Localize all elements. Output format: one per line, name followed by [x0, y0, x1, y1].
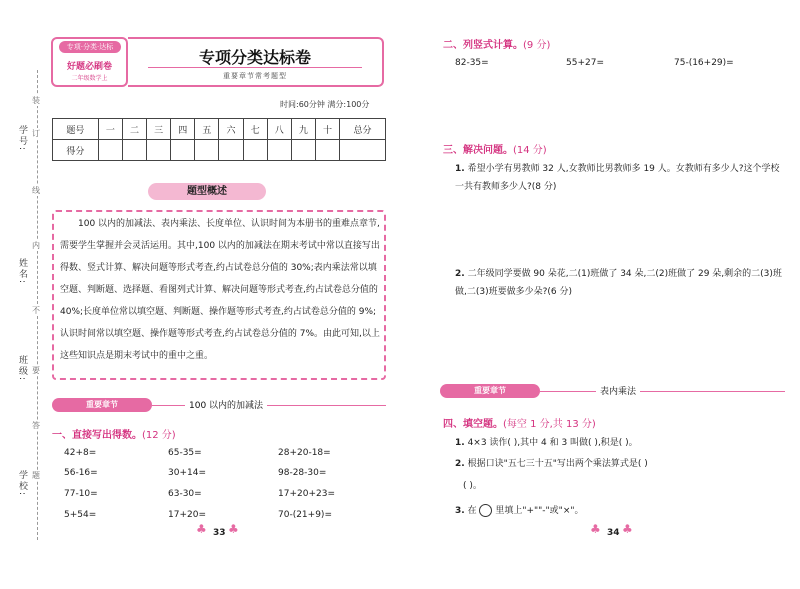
score-cell[interactable]	[340, 140, 386, 161]
table-cell: 一	[98, 119, 122, 140]
question-heading-text: 三、解决问题。	[443, 145, 513, 156]
palm-tree-icon: ♣	[590, 522, 601, 536]
badge-mid-text: 好题必刷卷	[66, 62, 112, 72]
fill-in-problem	[455, 455, 785, 473]
badge-top-text: 专项·分类·达标	[59, 41, 121, 53]
binding-char: 装	[32, 96, 40, 105]
expression: 65-35=	[168, 448, 202, 458]
problem-number: 2.	[455, 459, 465, 469]
overview-banner: 题型概述	[148, 183, 266, 200]
score-cell[interactable]	[219, 140, 243, 161]
expression: 56-16=	[64, 468, 98, 478]
expression: 42+8=	[64, 448, 97, 458]
table-cell: 三	[147, 119, 171, 140]
section-title: 100 以内的加减法	[185, 398, 267, 411]
question-heading-text: 二、列竖式计算。	[443, 40, 523, 51]
binding-char: 不	[32, 306, 40, 315]
question-score: (9 分)	[523, 40, 551, 51]
score-cell[interactable]	[267, 140, 291, 161]
binding-char: 内	[32, 241, 40, 250]
problem-number: 1.	[455, 438, 465, 448]
question-heading-text: 一、直接写出得数。	[52, 430, 142, 441]
score-cell[interactable]	[195, 140, 219, 161]
problem-number: 3.	[455, 506, 465, 516]
table-cell: 六	[219, 119, 243, 140]
expression: 98-28-30=	[278, 468, 327, 478]
problem-text	[455, 160, 785, 196]
problem-number: 1.	[455, 164, 465, 174]
binding-char: 要	[32, 366, 40, 375]
table-cell: 二	[122, 119, 146, 140]
score-cell[interactable]	[147, 140, 171, 161]
question-heading	[443, 415, 596, 430]
fill-in-problem	[455, 434, 785, 452]
score-cell[interactable]	[291, 140, 315, 161]
expression: 82-35=	[455, 58, 489, 68]
table-cell: 四	[171, 119, 195, 140]
school-label: 学校:	[17, 470, 27, 498]
title-box	[128, 37, 384, 87]
overview-text: 100 以内的加减法、表内乘法、长度单位、认识时间为本册书的重难点章节,需要学生掌握并会灵活运用。其中,100 以内的加减法在期末考试中常以直接写出得数、竖式计算、解决问题等形式考查,约占试卷总分值的 30%;表内乘法常以填空题、判断题、选择题、看图列式计算、解决问题等形式考查,约占试卷总分值的 40%;长度单位常以填空题、判断题、操作题等形式考查,约占试卷总分值的 9%;认识时间常以填空题、操作题等形式考查,约占试卷总分值的 7%。由此可知,以上这些知识点是期末考试中的重中之重。	[60, 219, 380, 361]
problem-body: 希望小学有男教师 32 人,女教师比男教师多 19 人。女教师有多少人?这个学校一共有教师多少人?(8 分)	[455, 164, 780, 192]
page-title: 专项分类达标卷	[198, 48, 311, 67]
expression: 70-(21+9)=	[278, 510, 332, 520]
fill-in-continuation: ( )。	[463, 481, 482, 491]
palm-tree-icon: ♣	[228, 522, 239, 536]
section-tag-text: 重要章节	[86, 400, 118, 409]
table-cell: 题号	[53, 119, 99, 140]
section-tag-text: 重要章节	[474, 386, 506, 395]
problem-body: 4×3 读作( ),其中 4 和 3 叫做( ),积是( )。	[467, 438, 638, 448]
expression: 5+54=	[64, 510, 97, 520]
time-score-info: 时间:60分钟 满分:100分	[280, 100, 370, 109]
expression: 75-(16+29)=	[674, 58, 734, 68]
question-score: (每空 1 分,共 13 分)	[503, 419, 596, 430]
score-cell[interactable]	[98, 140, 122, 161]
binding-char: 线	[32, 186, 40, 195]
table-cell: 十	[315, 119, 339, 140]
expression: 77-10=	[64, 489, 98, 499]
page-subtitle: 重要章节常考题型	[223, 72, 287, 80]
score-table-header-row	[53, 119, 386, 140]
question-score: (14 分)	[513, 145, 547, 156]
table-cell: 七	[243, 119, 267, 140]
expression: 55+27=	[566, 58, 604, 68]
expression: 28+20-18=	[278, 448, 331, 458]
score-cell[interactable]	[171, 140, 195, 161]
question-score: (12 分)	[142, 430, 176, 441]
page-number-right: 34	[607, 528, 620, 538]
score-cell[interactable]	[122, 140, 146, 161]
problem-body: 根据口诀"五七三十五"写出两个乘法算式是( )	[467, 459, 648, 469]
question-heading	[52, 426, 176, 441]
palm-tree-icon: ♣	[622, 522, 633, 536]
title-divider	[148, 67, 362, 68]
expression: 30+14=	[168, 468, 206, 478]
problem-body-b: 里填上"+""-"或"×"。	[495, 506, 584, 516]
table-cell: 总分	[340, 119, 386, 140]
question-heading	[443, 36, 550, 51]
section-title: 表内乘法	[596, 384, 640, 397]
binding-char: 订	[32, 129, 40, 138]
expression: 17+20=	[168, 510, 206, 520]
name-label: 姓名:	[17, 258, 27, 286]
problem-number: 2.	[455, 269, 465, 279]
badge-bottom-text: 二年级数学上	[71, 75, 108, 82]
question-heading-text: 四、填空题。	[443, 419, 503, 430]
fill-in-problem	[455, 502, 785, 520]
score-table	[52, 118, 386, 161]
question-heading	[443, 141, 547, 156]
table-cell: 五	[195, 119, 219, 140]
score-table-score-row	[53, 140, 386, 161]
table-cell: 八	[267, 119, 291, 140]
table-cell: 得分	[53, 140, 99, 161]
score-cell[interactable]	[243, 140, 267, 161]
problem-text	[455, 265, 785, 301]
section-line	[540, 391, 785, 392]
palm-tree-icon: ♣	[196, 522, 207, 536]
student-number-label: 学号:	[17, 125, 27, 153]
class-label: 班级:	[17, 355, 27, 383]
binding-char: 题	[32, 471, 40, 480]
score-cell[interactable]	[315, 140, 339, 161]
expression: 63-30=	[168, 489, 202, 499]
problem-body: 二年级同学要做 90 朵花,二(1)班做了 34 朵,二(2)班做了 29 朵,剩余的二(3)班做,二(3)班要做多少朵?(6 分)	[455, 269, 782, 297]
table-cell: 九	[291, 119, 315, 140]
problem-body-a: 在	[467, 506, 477, 516]
binding-char: 答	[32, 421, 40, 430]
circle-blank-icon[interactable]	[479, 504, 492, 517]
expression: 17+20+23=	[278, 489, 335, 499]
page-number-left: 33	[213, 528, 226, 538]
series-badge	[51, 37, 128, 87]
